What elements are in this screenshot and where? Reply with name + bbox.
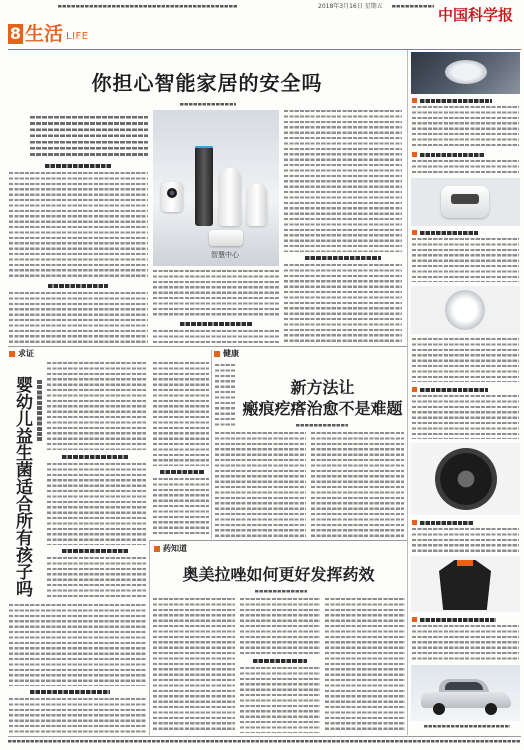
heading-text: [420, 231, 478, 235]
sidebar-heading: [412, 387, 518, 392]
section-title-english: LIFE: [66, 31, 89, 42]
jacket-collar: [457, 560, 473, 566]
heading-marker: [412, 617, 417, 622]
header-rule: [8, 49, 521, 50]
dark-speaker-device: [195, 146, 213, 226]
newspaper-logo: 中国科学报: [438, 6, 514, 24]
probiotics-subheading: [160, 470, 204, 474]
scar-body-text: [215, 432, 306, 537]
omeprazole-body-text: [240, 667, 320, 733]
page-number-badge: 8: [9, 24, 22, 43]
smart-home-photo: [153, 110, 279, 266]
camera-lens: [167, 188, 177, 198]
sidebar-body-text: [412, 238, 519, 282]
sidebar-body-text: [412, 160, 519, 174]
main-body-text: [284, 264, 402, 344]
probiotics-body-text: [47, 463, 146, 545]
probiotics-subheading: [30, 690, 110, 694]
photo-label: 智慧中心: [211, 251, 239, 259]
heading-text: [420, 388, 488, 392]
probiotics-body-text: [47, 557, 146, 600]
sidebar-body-text: [412, 338, 519, 382]
sidebar-body-text: [412, 625, 519, 661]
car-wheel: [485, 703, 497, 715]
car-wheel: [433, 703, 445, 715]
sidebar-photo-device: [411, 52, 520, 94]
column-divider: [149, 541, 150, 735]
gadget-screen: [451, 194, 479, 204]
sidebar-photo-round-device: [411, 286, 520, 334]
tag-label: 药知道: [163, 544, 187, 553]
photo-credit-caption: [424, 725, 510, 728]
speaker-light-ring: [195, 146, 213, 148]
sidebar-photo-jacket: [411, 556, 520, 612]
heading-text: [420, 521, 474, 525]
sidebar-photo-disc: [411, 443, 520, 515]
section-divider: [8, 346, 407, 347]
white-speaker-device: [219, 168, 241, 226]
main-subheading: [45, 164, 111, 168]
sidebar-photo-car: [411, 665, 520, 721]
heading-text: [420, 153, 484, 157]
probiotics-body-text: [153, 362, 209, 466]
main-body-text: [153, 330, 279, 344]
probiotics-subheading: [62, 549, 128, 553]
probiotics-body-text: [153, 478, 209, 537]
column-tag-verify: [9, 349, 34, 359]
issue-date: 2018年3月16日 星期五: [318, 3, 383, 10]
main-headline: 你担心智能家居的安全吗: [91, 71, 323, 95]
sidebar-divider: [407, 50, 408, 735]
scar-headline-line2: 瘢痕疙瘩治愈不是难题: [242, 399, 403, 418]
editor-credits-line: [58, 5, 238, 8]
omeprazole-body-text: [153, 598, 235, 733]
heading-marker: [412, 387, 417, 392]
footer-imprint-line: [8, 740, 521, 743]
main-lead-paragraph: [30, 116, 148, 158]
tag-marker: [214, 351, 220, 357]
heading-text: [420, 99, 492, 103]
car-window: [445, 682, 483, 690]
main-subheading: [305, 256, 381, 260]
heading-marker: [412, 230, 417, 235]
sidebar-photo-gadget: [411, 178, 520, 226]
disc-shape: [435, 448, 497, 510]
heading-text: [420, 618, 496, 622]
sidebar-heading: [412, 617, 518, 622]
main-body-text: [9, 292, 148, 344]
device-shape: [445, 60, 487, 84]
jacket-shape: [439, 560, 491, 610]
scar-body-text: [311, 432, 404, 537]
sidebar-body-text: [412, 395, 519, 439]
main-body-text: [284, 110, 402, 252]
sidebar-body-text: [412, 528, 519, 552]
tag-label: 求证: [18, 349, 34, 358]
probiotics-byline: [37, 380, 42, 442]
omeprazole-body-text: [240, 598, 320, 655]
main-subheading: [180, 322, 252, 326]
scar-byline: [296, 424, 348, 427]
scar-body-text: [215, 364, 236, 426]
probiotics-body-text: [47, 362, 146, 450]
tag-marker: [154, 546, 160, 552]
heading-marker: [412, 152, 417, 157]
scar-headline-line1: 新方法让: [290, 378, 355, 397]
probiotics-headline: 婴幼儿益生菌适合所有孩子吗: [12, 376, 32, 597]
heading-marker: [412, 98, 417, 103]
omeprazole-body-text: [325, 598, 405, 733]
main-body-text: [9, 172, 148, 280]
column-divider: [211, 350, 212, 539]
smart-hub-device: [209, 230, 243, 246]
round-device-shape: [445, 290, 485, 330]
section-divider: [149, 540, 407, 541]
heading-marker: [412, 520, 417, 525]
footer-rule: [8, 736, 521, 737]
column-tag-medicine: [154, 544, 187, 554]
column-tag-health: [214, 349, 239, 359]
probiotics-subheading: [62, 455, 128, 459]
sidebar-body-text: [412, 106, 519, 148]
section-title: 生活: [25, 23, 64, 45]
sidebar-heading: [412, 520, 518, 525]
sidebar-heading: [412, 98, 518, 103]
main-byline: [180, 103, 236, 106]
probiotics-body-text: [9, 604, 146, 686]
main-subheading: [48, 284, 108, 288]
tag-marker: [9, 351, 15, 357]
probiotics-body-text: [9, 698, 146, 733]
main-body-text: [153, 270, 279, 318]
sidebar-heading: [412, 152, 518, 157]
omeprazole-byline: [255, 590, 307, 593]
small-speaker-device: [247, 184, 267, 226]
sidebar-heading: [412, 230, 518, 235]
tag-label: 健康: [223, 349, 239, 358]
omeprazole-subheading: [253, 659, 307, 663]
phone-line: [392, 5, 434, 8]
omeprazole-headline: 奥美拉唑如何更好发挥药效: [182, 565, 375, 584]
